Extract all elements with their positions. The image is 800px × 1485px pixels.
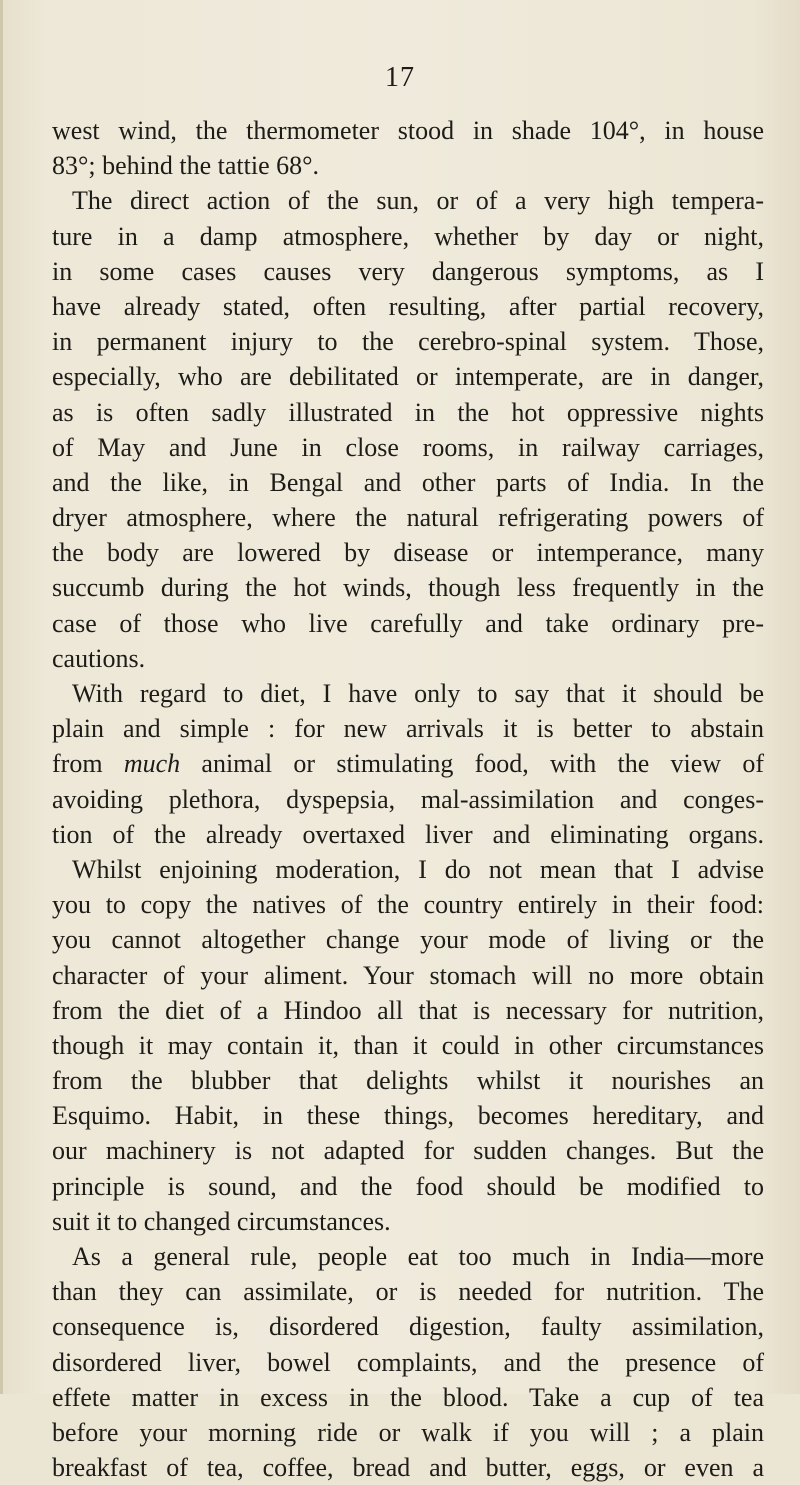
text-segment: from xyxy=(52,749,124,779)
text-line: of May and June in close rooms, in railway carriages, xyxy=(52,432,764,462)
text-line: from the blubber that delights whilst it nourishes an xyxy=(52,1066,764,1096)
page-edge xyxy=(0,0,3,1394)
text-line: plain and simple : for new arrivals it is better to abstain xyxy=(52,714,764,744)
text-line: though it may contain it, than it could in other circumstances xyxy=(52,1030,764,1060)
text-line: cautions. xyxy=(52,643,146,673)
text-line: succumb during the hot winds, though less frequently in the xyxy=(52,573,764,603)
text-line: especially, who are debilitated or intemperate, are in danger, xyxy=(52,362,764,392)
text-line: in some cases causes very dangerous symptoms, as I xyxy=(52,256,764,286)
text-line: the body are lowered by disease or intemperance, many xyxy=(52,538,764,568)
text-line: in permanent injury to the cerebro-spinal system. Those, xyxy=(52,327,764,357)
text-line: tion of the already overtaxed liver and eliminating organs. xyxy=(52,819,764,849)
text-line: ture in a damp atmosphere, whether by day or night, xyxy=(52,221,764,251)
body-text xyxy=(52,113,764,1485)
text-line: With regard to diet, I have only to say that it should be xyxy=(72,679,764,708)
text-line: character of your aliment. Your stomach will no more obtain xyxy=(52,960,764,990)
text-line: our machinery is not adapted for sudden changes. But the xyxy=(52,1136,764,1166)
text-line: before your morning ride or walk if you will ; a plain xyxy=(52,1417,764,1447)
text-line: you cannot altogether change your mode of living or the xyxy=(52,925,764,955)
text-line: principle is sound, and the food should be modified to xyxy=(52,1171,764,1201)
text-line: and the like, in Bengal and other parts of India. In the xyxy=(52,467,764,497)
text-line: Esquimo. Habit, in these things, becomes hereditary, and xyxy=(52,1101,764,1131)
text-line: have already stated, often resulting, after partial recovery, xyxy=(52,291,764,321)
page-number: 17 xyxy=(385,62,415,93)
text-line: 83°; behind the tattie 68°. xyxy=(52,151,320,181)
text-line: consequence is, disordered digestion, faulty assimilation, xyxy=(52,1312,764,1342)
italic-emphasis: much xyxy=(123,749,181,779)
text-line: effete matter in excess in the blood. Take a cup of tea xyxy=(52,1382,764,1412)
text-line: dryer atmosphere, where the natural refrigerating powers of xyxy=(52,503,764,533)
text-line: than they can assimilate, or is needed for nutrition. The xyxy=(52,1277,764,1307)
text-line: west wind, the thermometer stood in shade 104°, in house xyxy=(52,116,764,145)
text-line: breakfast of tea, coffee, bread and butter, eggs, or even a xyxy=(52,1453,764,1483)
text-line: suit it to changed circumstances. xyxy=(52,1206,391,1236)
text-line: Whilst enjoining moderation, I do not mean that I advise xyxy=(72,854,764,884)
text-line: as is often sadly illustrated in the hot oppressive nights xyxy=(52,397,764,427)
text-line: As a general rule, people eat too much in India—more xyxy=(72,1242,764,1271)
text-line: avoiding plethora, dyspepsia, mal-assimilation and conges- xyxy=(52,784,764,814)
text-line: disordered liver, bowel complaints, and the presence of xyxy=(52,1347,764,1377)
text-line: you to copy the natives of the country entirely in their food: xyxy=(52,890,764,920)
text-line: The direct action of the sun, or of a very high tempera- xyxy=(72,186,764,216)
text-line xyxy=(52,746,764,781)
text-line: from the diet of a Hindoo all that is necessary for nutrition, xyxy=(52,995,764,1025)
text-segment: animal or stimulating food, with the view of xyxy=(180,749,764,779)
text-line: case of those who live carefully and take ordinary pre- xyxy=(52,608,764,638)
